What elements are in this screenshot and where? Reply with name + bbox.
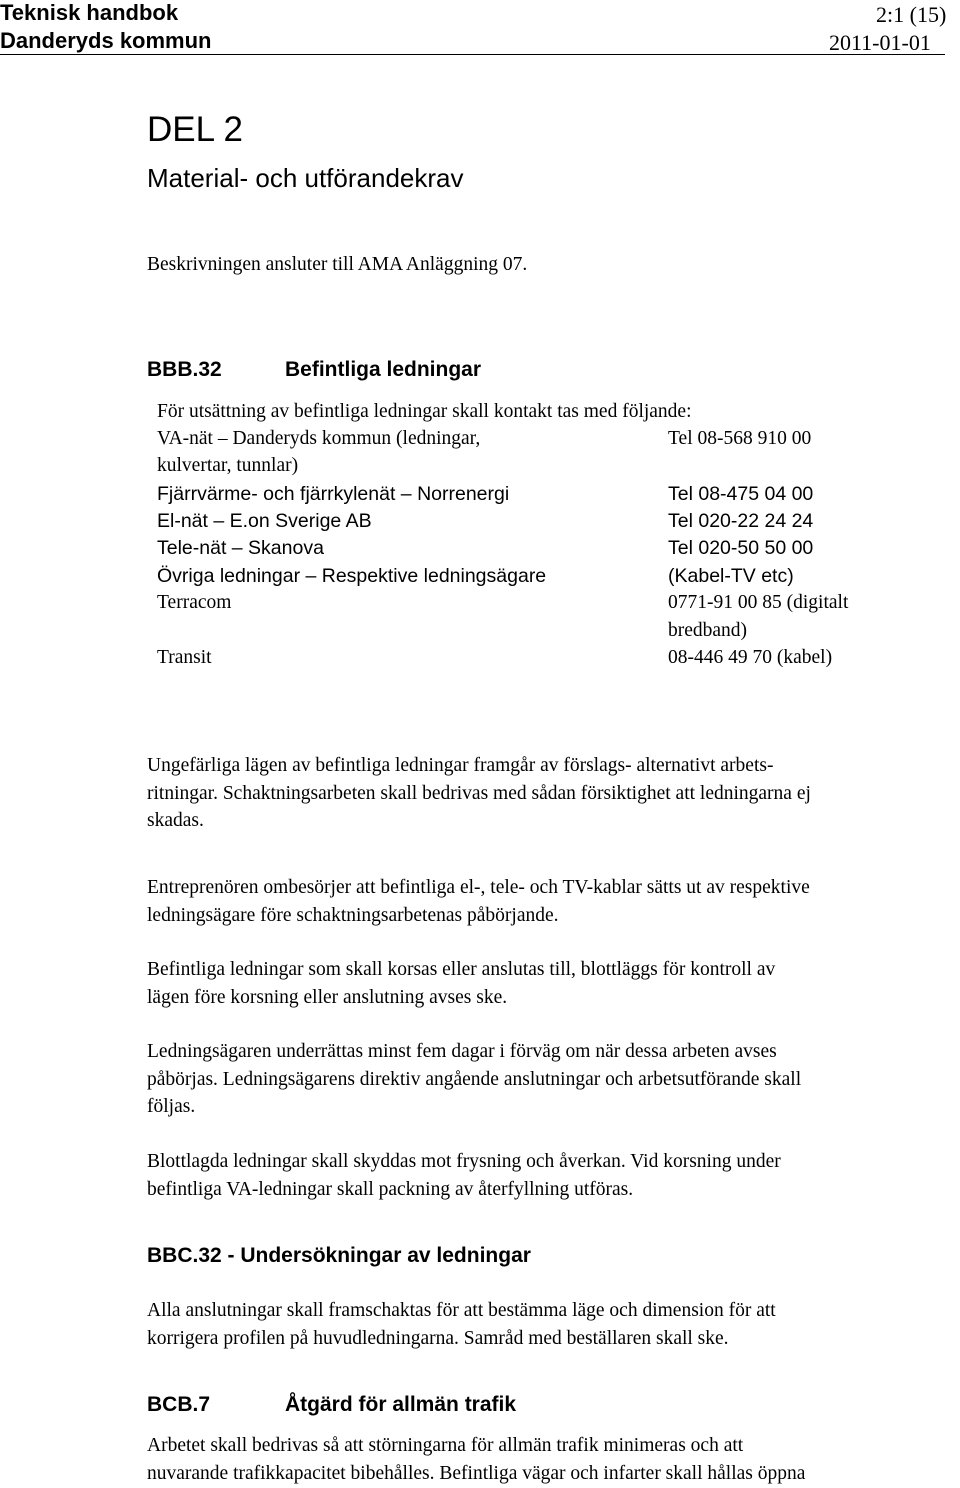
- header-title: Teknisk handbok: [0, 0, 179, 25]
- contact-name: kulvertar, tunnlar): [157, 455, 299, 476]
- contact-phone: Tel 020-50 50 00: [668, 537, 814, 559]
- contact-phone: bredband): [668, 620, 748, 641]
- section-title: BBC.32 - Undersökningar av ledningar: [147, 1244, 531, 1267]
- section-code: BCB.7: [147, 1393, 211, 1416]
- section-title: Åtgärd för allmän trafik: [285, 1393, 517, 1416]
- contact-name: Fjärrvärme- och fjärrkylenät – Norrenergi: [157, 483, 510, 505]
- paragraph: Alla anslutningar skall framschaktas för att bestämma läge och dimension för att korrigera profilen på huvudledningarna. Samråd med beställaren skall ske.: [147, 1300, 776, 1349]
- contact-name: Terracom: [157, 592, 232, 613]
- part-subtitle: Material- och utförandekrav: [147, 163, 464, 193]
- contact-phone: Tel 08-475 04 00: [668, 483, 814, 505]
- header-organization: Danderyds kommun: [0, 28, 212, 53]
- paragraph: Ungefärliga lägen av befintliga ledningar framgår av förslags- alternativt arbets- ritningar. Schaktningsarbeten skall bedrivas med sådan försiktighet att ledningarna ej skadas.: [147, 755, 811, 831]
- contact-heading: För utsättning av befintliga ledningar skall kontakt tas med följande:: [157, 401, 692, 422]
- paragraph: Arbetet skall bedrivas så att störningarna för allmän trafik minimeras och att nuvarande trafikkapacitet bibehålles. Befintliga vägar och infarter skall hållas öppna: [147, 1435, 806, 1484]
- contact-name: El-nät – E.on Sverige AB: [157, 510, 372, 532]
- contact-phone: 08-446 49 70 (kabel): [668, 647, 833, 668]
- header-date: 2011-01-01: [829, 30, 931, 55]
- contact-phone: (Kabel-TV etc): [668, 565, 794, 587]
- paragraph: Befintliga ledningar som skall korsas eller anslutas till, blottläggs för kontroll av lägen före korsning eller anslutning avses ske.: [147, 959, 776, 1008]
- header-rule: [0, 54, 945, 55]
- section-title: Befintliga ledningar: [285, 358, 482, 381]
- paragraph: Blottlagda ledningar skall skyddas mot frysning och åverkan. Vid korsning under befintliga VA-ledningar skall packning av återfyllning utföras.: [147, 1151, 781, 1200]
- contact-name: Övriga ledningar – Respektive ledningsägare: [157, 565, 547, 587]
- contact-phone: Tel 08-568 910 00: [668, 428, 812, 449]
- contact-name: Tele-nät – Skanova: [157, 537, 324, 559]
- contact-phone: 0771-91 00 85 (digitalt: [668, 592, 849, 613]
- contact-name: Transit: [157, 647, 212, 668]
- part-heading: DEL 2: [147, 110, 243, 149]
- contact-name: VA-nät – Danderyds kommun (ledningar,: [157, 428, 481, 449]
- section-code: BBB.32: [147, 358, 222, 381]
- paragraph: Entreprenören ombesörjer att befintliga el-, tele- och TV-kablar sätts ut av respektive ledningsägare före schaktningsarbetenas påbörjande.: [147, 877, 810, 926]
- header-page-number: 2:1 (15): [876, 2, 947, 27]
- contact-phone: Tel 020-22 24 24: [668, 510, 814, 532]
- paragraph: Ledningsägaren underrättas minst fem dagar i förväg om när dessa arbeten avses påbörjas. Ledningsägarens direktiv angående anslutningar och arbetsutförande skall följas.: [147, 1041, 802, 1117]
- intro-text: Beskrivningen ansluter till AMA Anläggning 07.: [147, 254, 528, 275]
